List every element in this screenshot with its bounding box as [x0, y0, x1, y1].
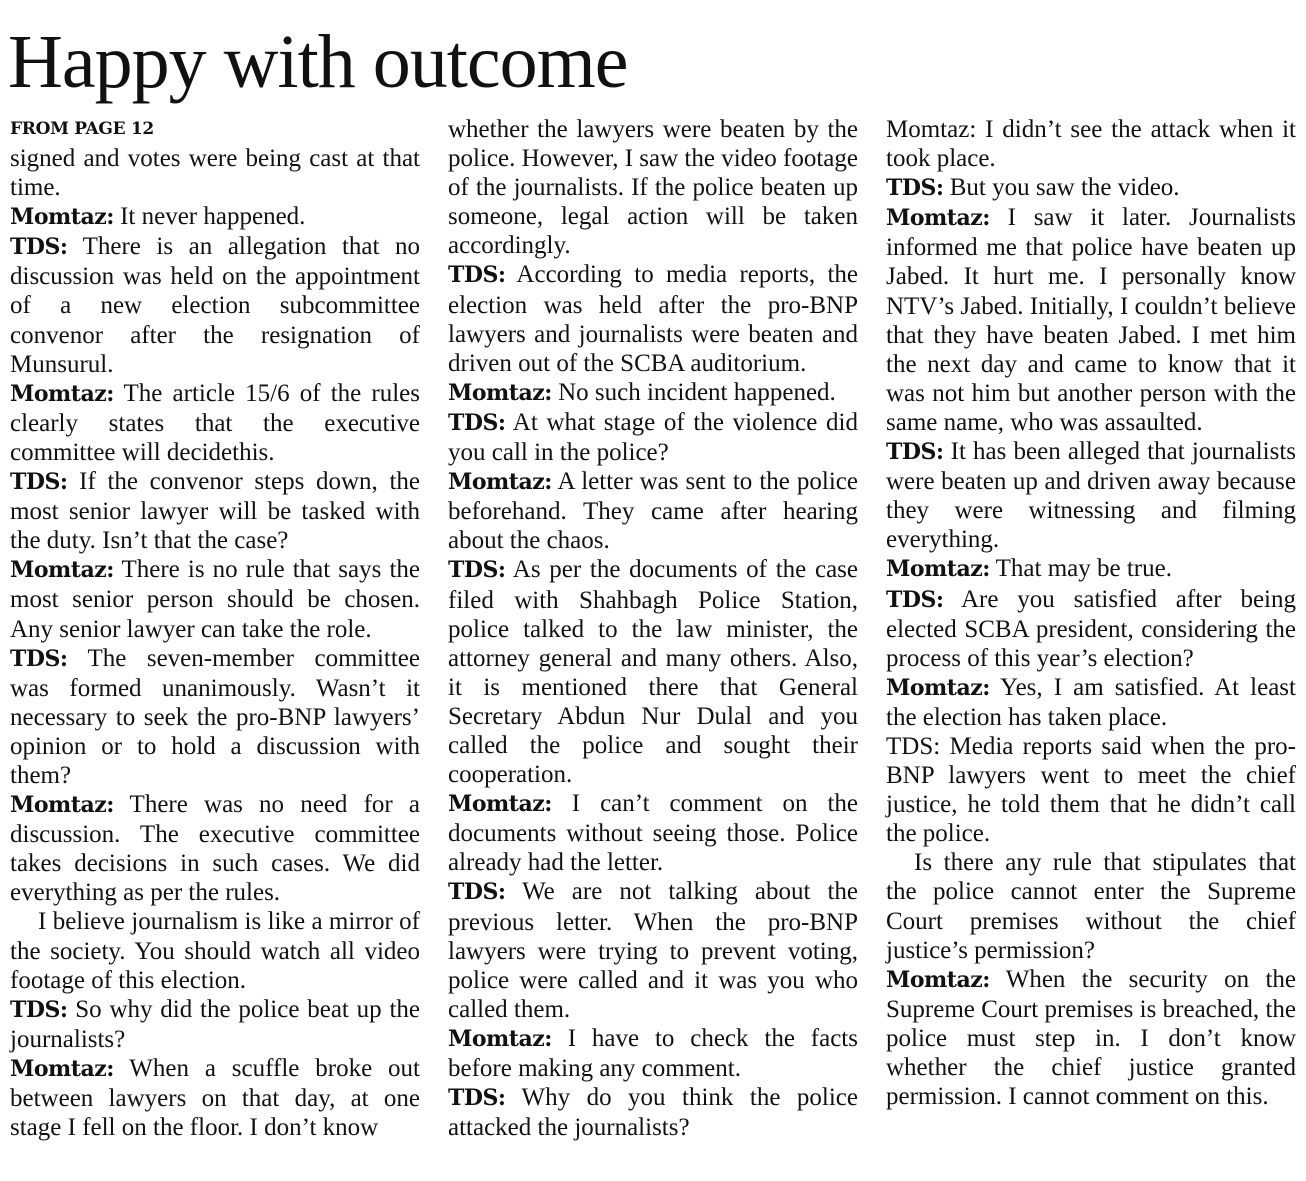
- speaker-label: TDS:: [10, 469, 68, 496]
- article-paragraph: [448, 555, 858, 789]
- article-paragraph: [448, 1024, 858, 1083]
- speaker-label: Momtaz:: [10, 1055, 114, 1082]
- paragraph-text: So why did the police beat up the journalists?: [10, 995, 420, 1053]
- article-paragraph: [10, 555, 420, 643]
- speaker-label: TDS:: [886, 439, 944, 466]
- paragraph-text: Are you satisfied after being elected SCBA president, considering the process of this year’s election?: [886, 585, 1296, 672]
- article-paragraph: [886, 203, 1296, 437]
- article-paragraph: [886, 585, 1296, 673]
- article-paragraph: [448, 115, 858, 260]
- article-paragraph: [10, 790, 420, 907]
- speaker-label: TDS:: [886, 175, 944, 202]
- speaker-label: TDS:: [448, 557, 506, 584]
- speaker-label: TDS:: [886, 586, 944, 613]
- article-paragraph: [448, 408, 858, 467]
- speaker-label: TDS:: [448, 262, 506, 289]
- article-paragraph: [10, 1054, 420, 1142]
- paragraph-text: According to media reports, the election was held after the pro-BNP lawyers and journalists were beaten and driven out of the SCBA auditorium.: [448, 261, 858, 377]
- paragraph-text: TDS: Media reports said when the pro-BNP lawyers went to meet the chief justice, he told them that he didn’t call the police.: [886, 732, 1296, 848]
- speaker-label: Momtaz:: [448, 379, 552, 406]
- paragraph-text: A letter was sent to the police beforehand. They came after hearing about the chaos.: [448, 468, 858, 555]
- article-paragraph: [10, 144, 420, 202]
- article-paragraph: [10, 202, 420, 232]
- article-paragraph: [10, 232, 420, 378]
- paragraph-text: I have to check the facts before making any comment.: [448, 1024, 858, 1082]
- headline: Happy with outcome: [8, 20, 628, 104]
- speaker-label: TDS:: [10, 645, 68, 672]
- paragraph-text: There is an allegation that no discussion was held on the appointment of a new election subcommittee convenor after the resignation of Munsurul.: [10, 233, 420, 378]
- article-paragraph: [10, 644, 420, 790]
- paragraph-text: The article 15/6 of the rules clearly states that the executive committee will decidethis.: [10, 379, 420, 466]
- paragraph-text: Is there any rule that stipulates that the police cannot enter the Supreme Court premises without the chief justice’s permission?: [886, 849, 1296, 964]
- paragraph-text: It never happened.: [113, 203, 306, 231]
- speaker-label: Momtaz:: [448, 791, 552, 818]
- speaker-label: TDS:: [448, 879, 506, 906]
- paragraph-text: When a scuffle broke out between lawyers on that day, at one stage I fell on the floor. I don’t know: [10, 1054, 420, 1142]
- paragraph-text: I believe journalism is like a mirror of the society. You should watch all video footage of this election.: [10, 908, 420, 994]
- article-paragraph: [448, 789, 858, 877]
- article-paragraph: [10, 467, 420, 555]
- speaker-label: TDS:: [10, 234, 68, 261]
- paragraph-text: When the security on the Supreme Court premises is breached, the police must step in. I don’t know whether the chief justice granted permission. I cannot comment on this.: [886, 965, 1296, 1111]
- paragraph-text: Yes, I am satisfied. At least the election has taken place.: [886, 673, 1296, 731]
- paragraph-text: That may be true.: [989, 555, 1172, 583]
- paragraph-text: I can’t comment on the documents without seeing those. Police already had the letter.: [448, 790, 858, 877]
- article-paragraph: [448, 467, 858, 555]
- speaker-label: TDS:: [10, 996, 68, 1023]
- article-paragraph: [10, 379, 420, 467]
- paragraph-text: If the convenor steps down, the most senior lawyer will be tasked with the duty. Isn’t that the case?: [10, 468, 420, 555]
- paragraph-text: No such incident happened.: [551, 378, 836, 406]
- article-paragraph: [10, 995, 420, 1054]
- speaker-label: Momtaz:: [886, 674, 990, 701]
- article-paragraph: [886, 115, 1296, 173]
- article-column-3: [886, 115, 1296, 1111]
- paragraph-text: Momtaz: I didn’t see the attack when it took place.: [886, 116, 1296, 173]
- speaker-label: Momtaz:: [886, 966, 990, 993]
- paragraph-text: But you saw the video.: [943, 174, 1180, 202]
- article-paragraph: [448, 877, 858, 1023]
- jump-line: FROM PAGE 12: [10, 119, 154, 139]
- speaker-label: Momtaz:: [10, 380, 114, 407]
- paragraph-text: As per the documents of the case filed with Shahbagh Police Station, police talked to the law minister, the attorney general and many others. Also, it is mentioned there that General Secretary Abdun Nur Dulal and you called the police and sought their cooperation.: [448, 556, 858, 789]
- speaker-label: TDS:: [448, 409, 506, 436]
- paragraph-text: It has been alleged that journalists were beaten up and driven away because they were witnessing and filming everything.: [886, 438, 1296, 554]
- article-paragraph: [448, 1083, 858, 1142]
- paragraph-text: The seven-member committee was formed unanimously. Wasn’t it necessary to seek the pro-BNP lawyers’ opinion or to hold a discussion with them?: [10, 644, 420, 789]
- speaker-label: Momtaz:: [886, 556, 990, 583]
- article-paragraph: [886, 673, 1296, 732]
- speaker-label: Momtaz:: [10, 557, 114, 584]
- paragraph-text: There is no rule that says the most senior person should be chosen. Any senior lawyer can take the role.: [10, 556, 420, 643]
- paragraph-text: Why do you think the police attacked the journalists?: [448, 1084, 858, 1142]
- paragraph-text: There was no need for a discussion. The executive committee takes decisions in such cases. We did everything as per the rules.: [10, 791, 420, 907]
- speaker-label: Momtaz:: [10, 792, 114, 819]
- article-column-2: [448, 115, 858, 1142]
- speaker-label: TDS:: [448, 1085, 506, 1112]
- article-paragraph: [886, 965, 1296, 1111]
- article-paragraph: [448, 378, 858, 408]
- paragraph-text: whether the lawyers were beaten by the police. However, I saw the video footage of the journalists. If the police beaten up someone, legal action will be taken accordingly.: [448, 116, 858, 260]
- paragraph-text: At what stage of the violence did you call in the police?: [448, 408, 858, 467]
- speaker-label: Momtaz:: [448, 1025, 552, 1052]
- article-paragraph: [886, 173, 1296, 203]
- article-column-1: [10, 115, 420, 1142]
- speaker-label: Momtaz:: [10, 204, 114, 231]
- paragraph-text: I saw it later. Journalists informed me that police have beaten up Jabed. It hurt me. I personally know NTV’s Jabed. Initially, I couldn’t believe that they have beaten Jabed. I met him the next day and came to know that it was not him but another person with the same name, who was assaulted.: [886, 204, 1296, 436]
- paragraph-text: We are not talking about the previous letter. When the pro-BNP lawyers were trying to prevent voting, police were called and it was you who called them.: [448, 878, 858, 1023]
- speaker-label: Momtaz:: [448, 469, 552, 496]
- article-paragraph: [886, 437, 1296, 554]
- article-paragraph: [448, 260, 858, 377]
- article-paragraph: [10, 907, 420, 994]
- article-paragraph: [886, 848, 1296, 964]
- speaker-label: Momtaz:: [886, 205, 990, 232]
- paragraph-text: signed and votes were being cast at that time.: [10, 145, 420, 202]
- article-paragraph: [886, 732, 1296, 848]
- article-paragraph: [886, 554, 1296, 584]
